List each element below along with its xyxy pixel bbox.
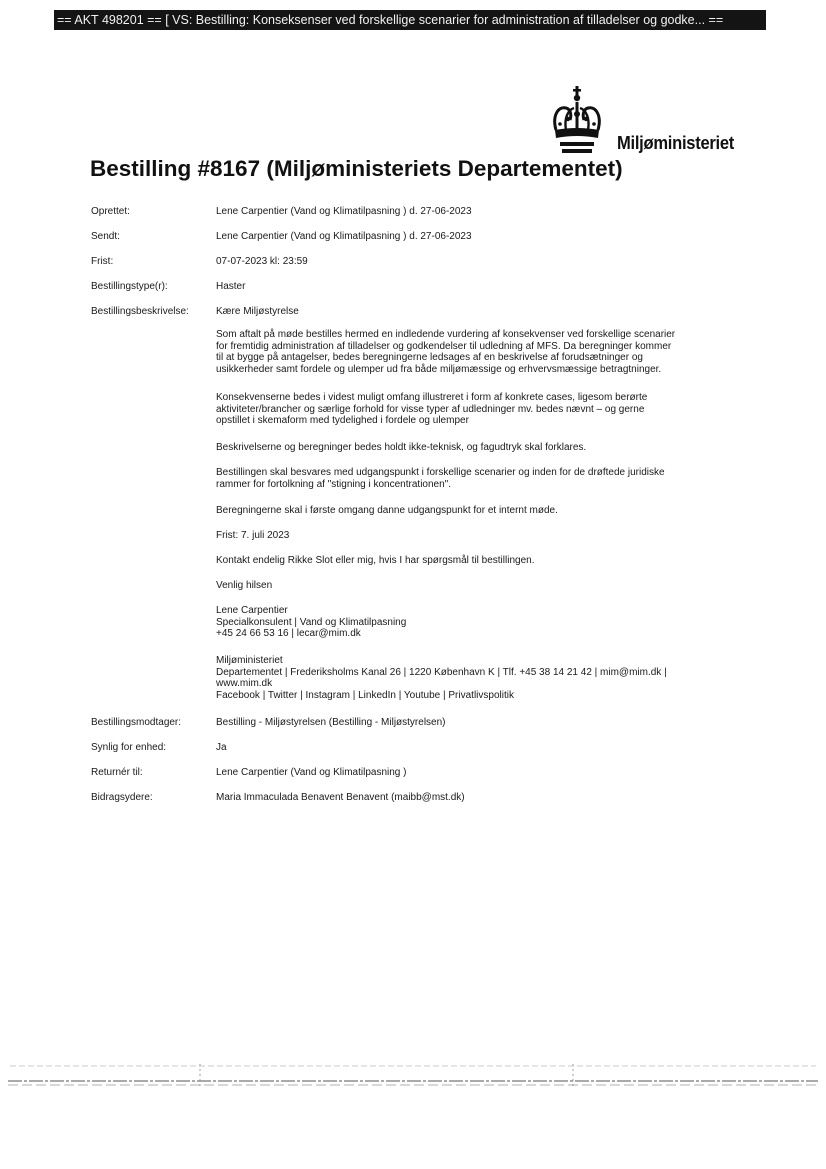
field-value: Maria Immaculada Benavent Benavent (maibb@mst.dk) [216,792,465,803]
field-label: Frist: [91,256,114,267]
field-value: Bestilling - Miljøstyrelsen (Bestilling - Miljøstyrelsen) [216,717,446,728]
text-line: Konsekvenserne bedes i videst muligt omfang illustreret i form af konkrete cases, ligesom berørte [216,392,648,403]
signature-block [216,605,731,640]
text-line: til at bygge på antagelser, bedes beregningerne ledsages af en beskrivelse af forudsætninger og [216,352,643,363]
royal-crown-crest-icon [548,86,606,156]
text-line: +45 24 66 53 16 | lecar@mim.dk [216,628,361,639]
text-line: Som aftalt på møde bestilles hermed en indledende vurdering af konsekvenser ved forskellige scenarier [216,329,676,340]
document-banner: == AKT 498201 == [ VS: Bestilling: Konseksenser ved forskellige scenarier for administration af tilladelser og godke... == [54,10,766,30]
field-label: Returnér til: [91,767,143,778]
field-label: Bestillingstype(r): [91,281,168,292]
description-paragraph [216,580,731,592]
text-line: Facebook | Twitter | Instagram | LinkedIn | Youtube | Privatlivspolitik [216,689,514,701]
field-value: Kære Miljøstyrelse [216,306,299,317]
page-title: Bestilling #8167 (Miljøministeriets Departementet) [90,156,623,181]
field-value: Ja [216,742,227,753]
field-label: Bestillingsbeskrivelse: [91,306,189,317]
text-line: Miljøministeriet [216,655,283,666]
text-line: Venlig hilsen [216,580,273,591]
ministry-contact-block [216,655,731,701]
field-label: Sendt: [91,231,120,242]
field-value: Lene Carpentier (Vand og Klimatilpasning ) d. 27-06-2023 [216,231,472,242]
scan-artifact-lines [0,1062,826,1102]
text-line: Beregningerne skal i første omgang danne udgangspunkt for et internt møde. [216,505,558,516]
field-value: Lene Carpentier (Vand og Klimatilpasning ) d. 27-06-2023 [216,206,472,217]
description-paragraph [216,392,731,427]
description-paragraph [216,555,731,567]
description-paragraph [216,505,731,517]
text-line: www.mim.dk [216,678,273,689]
text-line: aktiviteter/brancher og særlige forhold for visse typer af udledninger mv. bedes nævnt – og gerne [216,403,645,415]
text-line: Frist: 7. juli 2023 [216,530,290,541]
text-line: Bestillingen skal besvares med udgangspunkt i forskellige scenarier og inden for de drøftede juridiske [216,467,665,478]
text-line: Specialkonsulent | Vand og Klimatilpasning [216,616,407,628]
text-line: Kontakt endelig Rikke Slot eller mig, hvis I har spørgsmål til bestillingen. [216,555,535,566]
description-paragraph [216,530,731,542]
description-paragraph [216,467,731,490]
description-paragraph [216,329,731,375]
field-value: Haster [216,281,246,292]
text-line: opstillet i skemaform med tydelighed i fordele og ulemper [216,415,469,426]
text-line: usikkerheder samt fordele og ulemper ud fra både miljømæssige og erhvervsmæssige betragtninger. [216,363,662,375]
text-line: rammer for fortolkning af "stigning i koncentrationen". [216,478,451,490]
field-label: Bestillingsmodtager: [91,717,182,728]
field-label: Bidragsydere: [91,792,153,803]
text-line: Beskrivelserne og beregninger bedes holdt ikke-teknisk, og fagudtryk skal forklares. [216,442,587,453]
field-label: Oprettet: [91,206,130,217]
description-paragraph [216,442,731,454]
ministry-name: Miljøministeriet [617,133,735,153]
text-line: for fremtidig administration af tilladelser og godkendelser til udledning af MFS. Da beregninger kommer [216,340,672,352]
field-value: Lene Carpentier (Vand og Klimatilpasning ) [216,767,407,778]
field-label: Synlig for enhed: [91,742,167,753]
text-line: Lene Carpentier [216,605,288,616]
field-value: 07-07-2023 kl: 23:59 [216,256,308,267]
text-line: Departementet | Frederiksholms Kanal 26 | 1220 København K | Tlf. +45 38 14 21 42 | mim@mim.dk | [216,666,667,678]
